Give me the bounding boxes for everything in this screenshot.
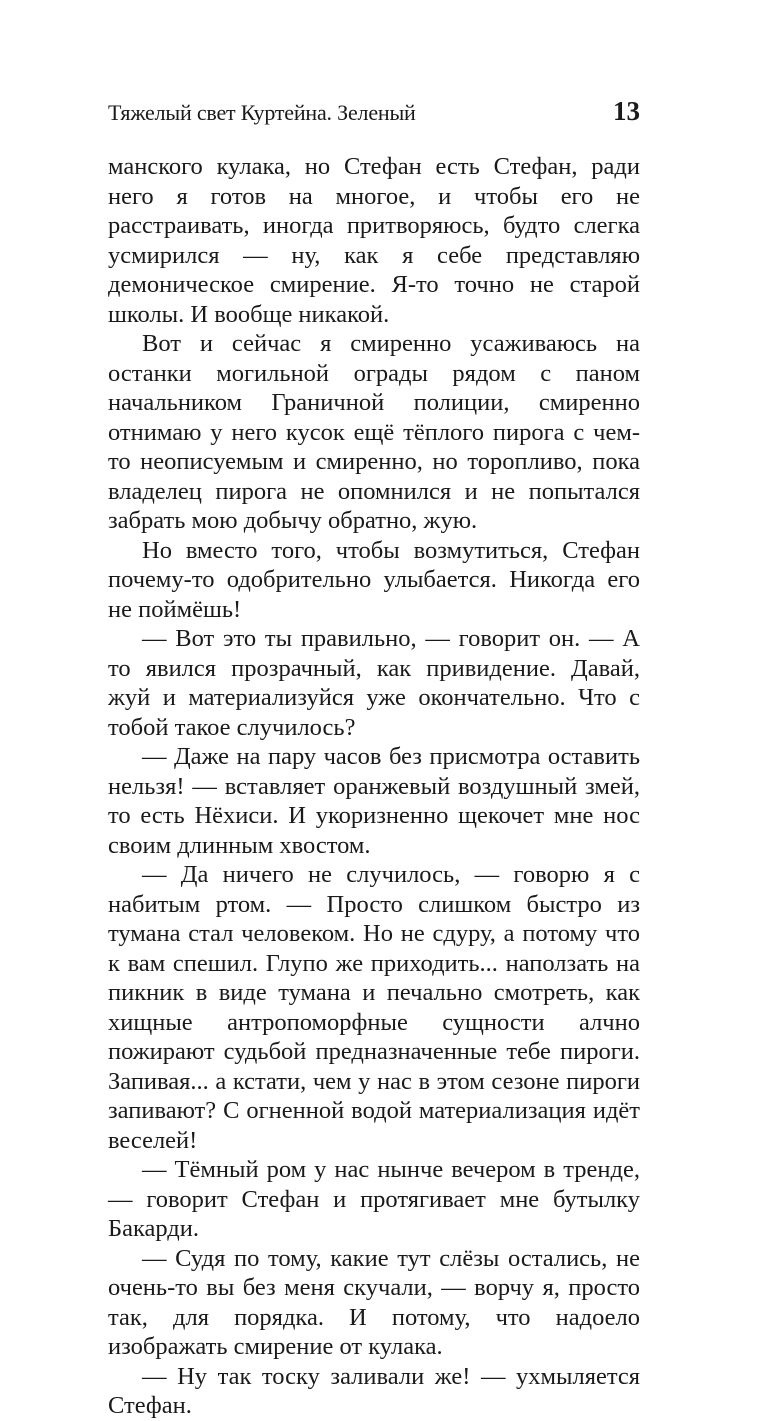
paragraph-4: — Вот это ты правильно, — говорит он. — А то явился прозрачный, как привидение. Давай, жуй и материализуйся уже окончательно. Что с тобой такое случилось? bbox=[108, 625, 640, 741]
paragraph-7: — Тёмный ром у нас нынче вечером в тренде, — говорит Стефан и протягивает мне бутылку Бакарди. bbox=[108, 1156, 640, 1242]
paragraph-3: Но вместо того, чтобы возмутиться, Стефан почему-то одобрительно улыбается. Никогда его не поймёшь! bbox=[108, 536, 640, 623]
running-head bbox=[108, 96, 640, 132]
paragraph-6: — Да ничего не случилось, — говорю я с набитым ртом. — Просто слишком быстро из тумана стал человеком. Но не сдуру, а потому что к вам спешил. Глупо же приходить... наползать на пикник в виде тумана и печально смотреть, как хищные антропоморфные сущности алчно пожирают судьбой предназначенные тебе пироги. Запивая... а кстати, чем у нас в этом сезоне пироги запивают? С огненной водой материализация идёт веселей! bbox=[108, 861, 640, 1154]
paragraph-2: Вот и сейчас я смиренно усаживаюсь на останки могильной ограды рядом с паном начальником Граничной полиции, смиренно отнимаю у него кусок ещё тёплого пирога с чем-то неописуемым и смиренно, но торопливо, пока владелец пирога не опомнился и не попытался забрать мою добычу обратно, жую. bbox=[108, 330, 640, 534]
paragraph-9: — Ну так тоску заливали же! — ухмыляется Стефан. bbox=[108, 1362, 640, 1419]
paragraph-8: — Судя по тому, какие тут слёзы остались, не очень-то вы без меня скучали, — ворчу я, просто так, для порядка. И потому, что надоело изображать смирение от кулака. bbox=[108, 1244, 640, 1360]
running-title: Тяжелый свет Куртейна. Зеленый bbox=[108, 100, 416, 125]
page-number: 13 bbox=[613, 96, 640, 126]
body-text bbox=[108, 152, 640, 1421]
paragraph-5: — Даже на пару часов без присмотра оставить нельзя! — вставляет оранжевый воздушный змей, то есть Нёхиси. И укоризненно щекочет мне нос своим длинным хвостом. bbox=[108, 743, 640, 859]
paragraph-1: манского кулака, но Стефан есть Стефан, ради него я готов на многое, и чтобы его не расстраивать, иногда притворяюсь, будто слегка усмирился — ну, как я себе представляю демоническое смирение. Я-то точно не старой школы. И вообще никакой. bbox=[108, 153, 640, 328]
